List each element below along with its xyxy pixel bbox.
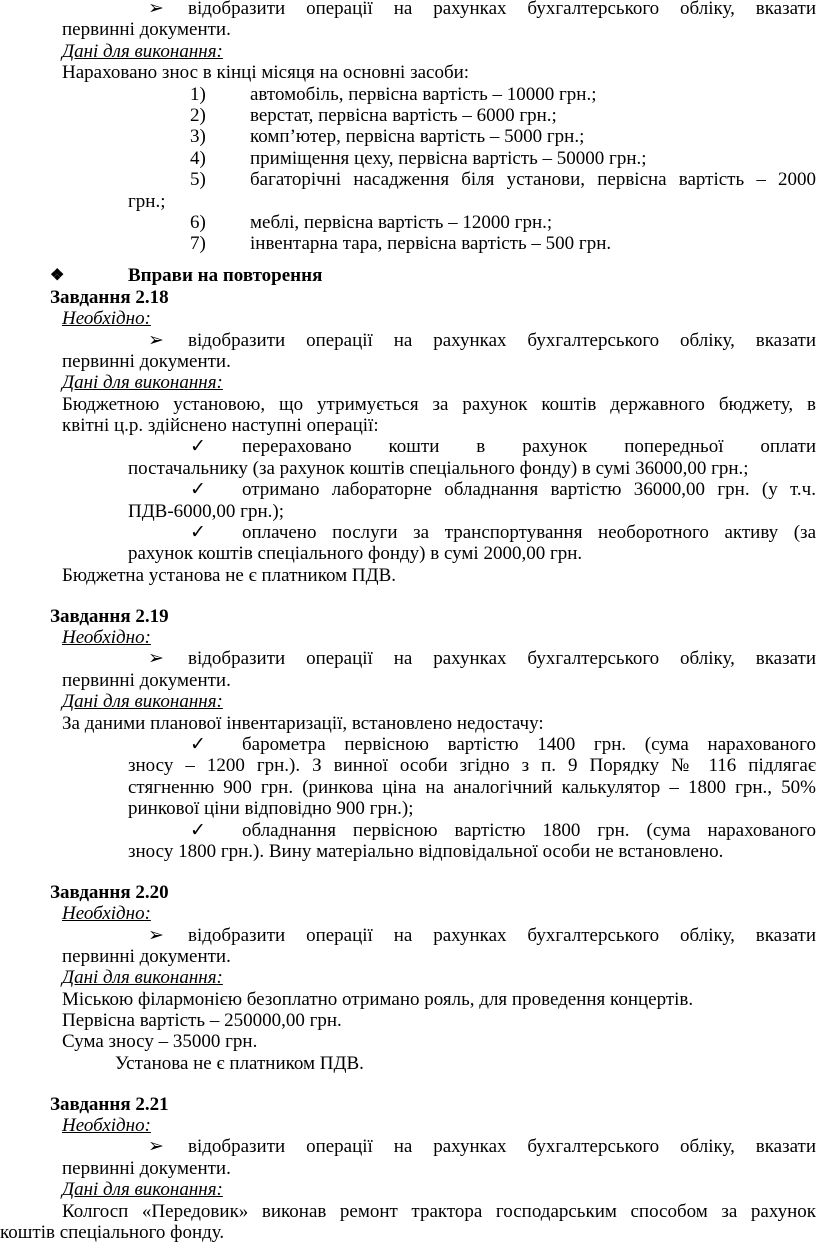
task-title: Завдання 2.20 [50, 881, 169, 903]
section-title: Вправи на повторення [128, 265, 323, 287]
paragraph: Первісна вартість – 250000,00 грн. [62, 1010, 342, 1032]
list-item-number: 5) [190, 169, 206, 191]
list-item: комп’ютер, первісна вартість – 5000 грн.; [250, 126, 585, 148]
required-label: Необхідно: [62, 1115, 151, 1137]
paragraph: Бюджетною установою, що утримується за рахунок коштів державного бюджету, в [62, 393, 816, 415]
list-item-number: 6) [190, 211, 206, 233]
check-item: перераховано кошти в рахунок попередньої оплати [242, 436, 816, 458]
paragraph: Колгосп «Передовик» виконав ремонт трактора господарським способом за рахунок [62, 1200, 816, 1222]
check-item: отримано лабораторне обладнання вартістю 36000,00 грн. (у т.ч. [242, 479, 816, 501]
bullet-cont: первинні документи. [62, 1157, 231, 1179]
list-item-number: 4) [190, 147, 206, 169]
data-label: Дані для виконання: [62, 1179, 223, 1201]
paragraph: Міською філармонією безоплатно отримано рояль, для проведення концертів. [62, 988, 694, 1010]
note: Бюджетна установа не є платником ПДВ. [62, 564, 397, 586]
data-label: Дані для виконання: [62, 967, 223, 989]
check-item: обладнання первісною вартістю 1800 грн. (сума нарахованого [242, 819, 816, 841]
check-icon: ✓ [190, 733, 206, 755]
top-bullet-text: відобразити операції на рахунках бухгалтерського обліку, вказати [188, 0, 816, 20]
check-item-cont: ринкової ціни відповідно 900 грн.); [128, 798, 414, 820]
intro-text: Нараховано знос в кінці місяця на основні засоби: [62, 62, 470, 84]
check-item: барометра первісною вартістю 1400 грн. (сума нарахованого [242, 733, 816, 755]
paragraph-cont: квітні ц.р. здійснено наступні операції: [62, 415, 379, 437]
check-item-cont: зносу 1800 грн.). Вину матеріально відповідальної особи не встановлено. [128, 840, 724, 862]
check-item-cont: рахунок коштів спеціального фонду) в сумі 2000,00 грн. [128, 543, 583, 565]
check-item-cont: ПДВ-6000,00 грн.); [128, 500, 284, 522]
arrow-bullet-icon: ➢ [148, 648, 164, 670]
check-icon: ✓ [190, 522, 206, 544]
list-item: верстат, первісна вартість – 6000 грн.; [250, 104, 557, 126]
list-item: багаторічні насадження біля установи, первісна вартість – 2000 [250, 169, 816, 191]
note: Установа не є платником ПДВ. [115, 1052, 364, 1074]
list-item-number: 1) [190, 83, 206, 105]
check-item: оплачено послуги за транспортування необоротного активу (за [242, 522, 816, 544]
data-label: Дані для виконання: [62, 691, 223, 713]
list-item: інвентарна тара, первісна вартість – 500 грн. [250, 233, 612, 255]
bullet-text: відобразити операції на рахунках бухгалтерського обліку, вказати [188, 1136, 816, 1158]
check-item-cont: постачальнику (за рахунок коштів спеціального фонду) в сумі 36000,00 грн.; [128, 457, 749, 479]
bullet-cont: первинні документи. [62, 945, 231, 967]
task-title: Завдання 2.18 [50, 286, 169, 308]
check-item-cont: зносу – 1200 грн.). З винної особи згідно з п. 9 Порядку № 116 підлягає [128, 755, 816, 777]
paragraph: Сума зносу – 35000 грн. [62, 1031, 258, 1053]
list-item-number: 2) [190, 104, 206, 126]
list-item-number: 7) [190, 233, 206, 255]
arrow-bullet-icon: ➢ [148, 0, 164, 20]
list-item: приміщення цеху, первісна вартість – 50000 грн.; [250, 147, 647, 169]
bullet-text: відобразити операції на рахунках бухгалтерського обліку, вказати [188, 648, 816, 670]
list-item-number: 3) [190, 126, 206, 148]
bullet-text: відобразити операції на рахунках бухгалтерського обліку, вказати [188, 329, 816, 351]
list-item: автомобіль, первісна вартість – 10000 грн.; [250, 83, 597, 105]
check-icon: ✓ [190, 479, 206, 501]
data-label: Дані для виконання: [62, 372, 223, 394]
arrow-bullet-icon: ➢ [148, 329, 164, 351]
check-icon: ✓ [190, 819, 206, 841]
top-bullet-cont: первинні документи. [62, 19, 231, 41]
arrow-bullet-icon: ➢ [148, 924, 164, 946]
diamond-bullet-icon: ❖ [50, 267, 65, 285]
check-item-cont: стягненню 900 грн. (ринкова ціна на аналогічний калькулятор – 1800 грн., 50% [128, 776, 816, 798]
paragraph: За даними планової інвентаризації, встановлено недостачу: [62, 712, 544, 734]
required-label: Необхідно: [62, 627, 151, 649]
list-item: меблі, первісна вартість – 12000 грн.; [250, 211, 553, 233]
list-item-cont: грн.; [128, 190, 166, 212]
data-label: Дані для виконання: [62, 40, 223, 62]
bullet-text: відобразити операції на рахунках бухгалтерського обліку, вказати [188, 924, 816, 946]
paragraph-cont: коштів спеціального фонду. [0, 1222, 225, 1243]
task-title: Завдання 2.21 [50, 1093, 169, 1115]
required-label: Необхідно: [62, 308, 151, 330]
check-icon: ✓ [190, 436, 206, 458]
bullet-cont: первинні документи. [62, 669, 231, 691]
bullet-cont: первинні документи. [62, 350, 231, 372]
task-title: Завдання 2.19 [50, 605, 169, 627]
required-label: Необхідно: [62, 903, 151, 925]
arrow-bullet-icon: ➢ [148, 1136, 164, 1158]
